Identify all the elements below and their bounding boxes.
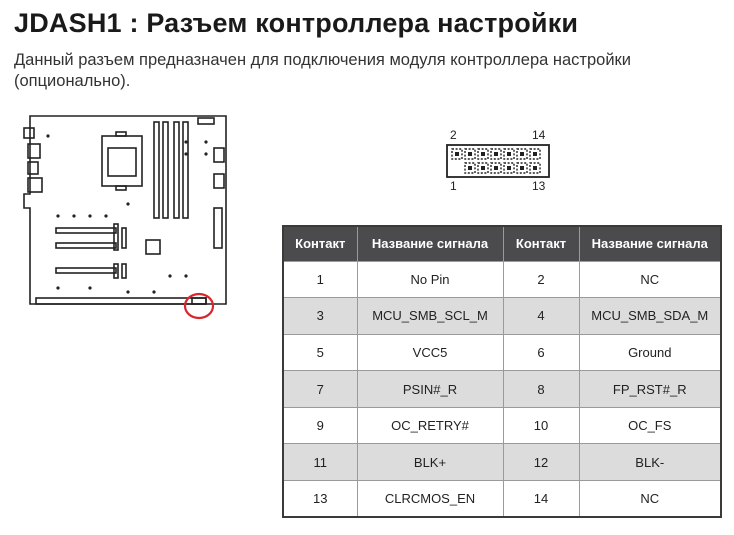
- description: Данный разъем предназначен для подключения модуля контроллера настройки (опционально).: [14, 51, 631, 90]
- pin-number: 4: [503, 298, 579, 335]
- table-header-row: [283, 226, 721, 261]
- header-signal-name: Название сигнала: [579, 226, 721, 261]
- signal-name: NC: [579, 261, 721, 298]
- pin-number: 5: [283, 334, 357, 371]
- pin-number: 14: [503, 481, 579, 518]
- pin-label-bottom-left: 1: [450, 179, 457, 193]
- signal-name: NC: [579, 481, 721, 518]
- header-pin: Контакт: [283, 226, 357, 261]
- signal-name: BLK-: [579, 444, 721, 481]
- pin-number: 9: [283, 407, 357, 444]
- pin-number: 10: [503, 407, 579, 444]
- pin-label-top-left: 2: [450, 128, 457, 142]
- signal-name: MCU_SMB_SCL_M: [357, 298, 503, 335]
- table-row: [283, 407, 721, 444]
- table-row: [283, 371, 721, 408]
- signal-name: FP_RST#_R: [579, 371, 721, 408]
- table-row: [283, 261, 721, 298]
- signal-name: Ground: [579, 334, 721, 371]
- table-row: [283, 334, 721, 371]
- pin-header-icon: [446, 144, 550, 178]
- signal-name: OC_RETRY#: [357, 407, 503, 444]
- pin-number: 6: [503, 334, 579, 371]
- pin-number: 12: [503, 444, 579, 481]
- header-pin: Контакт: [503, 226, 579, 261]
- signal-table: [282, 225, 722, 518]
- pin-number: 7: [283, 371, 357, 408]
- signal-name: VCC5: [357, 334, 503, 371]
- pin-number: 3: [283, 298, 357, 335]
- pin-label-bottom-right: 13: [532, 179, 546, 193]
- pin-label-top-right: 14: [532, 128, 546, 142]
- page-title: JDASH1 : Разъем контроллера настройки: [14, 8, 579, 38]
- pin-number: 11: [283, 444, 357, 481]
- signal-name: PSIN#_R: [357, 371, 503, 408]
- header-signal-name: Название сигнала: [357, 226, 503, 261]
- signal-name: No Pin: [357, 261, 503, 298]
- motherboard-diagram: [18, 108, 240, 330]
- table-row: [283, 298, 721, 335]
- signal-name: BLK+: [357, 444, 503, 481]
- pin-number: 8: [503, 371, 579, 408]
- pin-header-diagram: [438, 126, 558, 194]
- signal-name: CLRCMOS_EN: [357, 481, 503, 518]
- pin-number: 1: [283, 261, 357, 298]
- table-row: [283, 481, 721, 518]
- signal-name: OC_FS: [579, 407, 721, 444]
- pin-number: 2: [503, 261, 579, 298]
- signal-name: MCU_SMB_SDA_M: [579, 298, 721, 335]
- table-row: [283, 444, 721, 481]
- pin-number: 13: [283, 481, 357, 518]
